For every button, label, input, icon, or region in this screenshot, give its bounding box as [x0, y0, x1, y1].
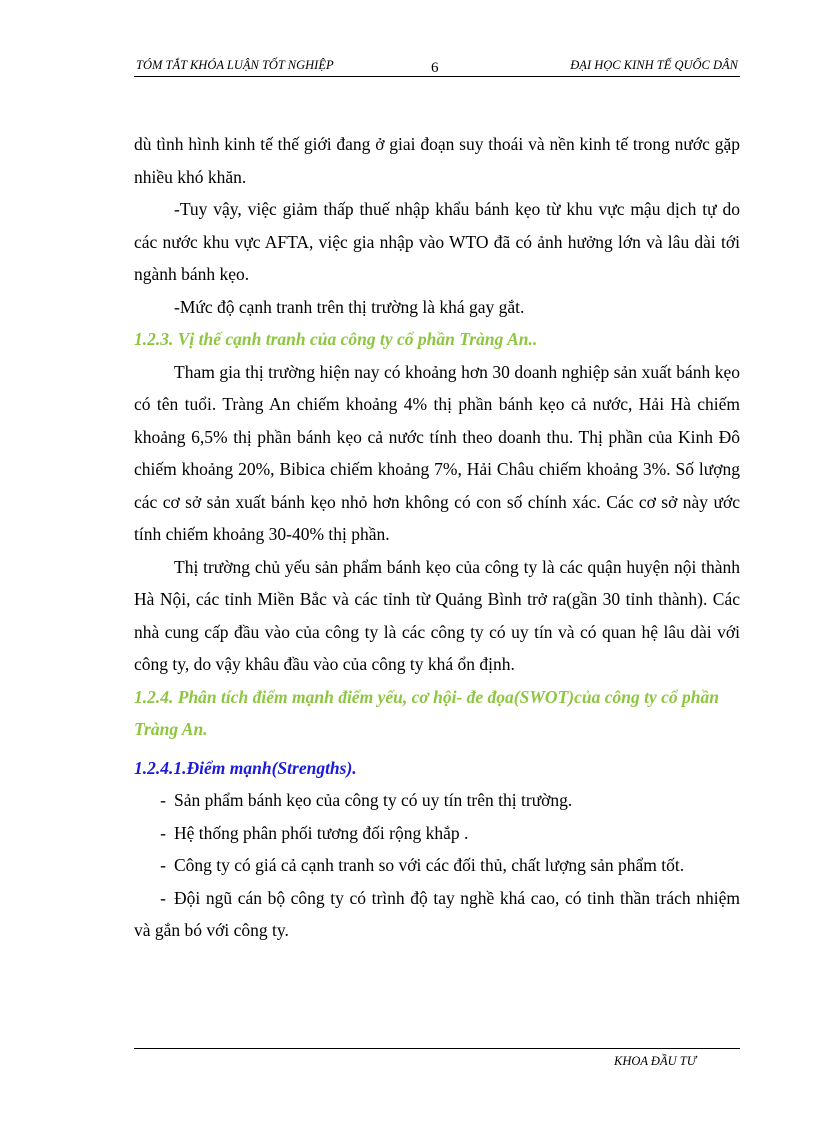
paragraph-competition: -Mức độ cạnh tranh trên thị trường là khá gay gắt. [174, 296, 525, 317]
footer-text: KHOA ĐẦU TƯ [614, 1054, 697, 1068]
list-item: - Sản phẩm bánh kẹo của công ty có uy tín trên thị trường. [134, 784, 740, 817]
section-heading-1-2-3: 1.2.3. Vị thế cạnh tranh của công ty cổ phần Tràng An.. [134, 329, 538, 349]
bullet-dash: - [160, 790, 166, 810]
paragraph-market-share: Tham gia thị trường hiện nay có khoảng hơn 30 doanh nghiệp sản xuất bánh kẹo có tên tuổi. Tràng An chiếm khoảng 4% thị phần bánh kẹo cả nước, Hải Hà chiếm khoảng 6,5% thị phần bánh kẹo cả nước tính theo doanh thu. Thị phần của Kinh Đô chiếm khoảng 20%, Bibica chiếm khoảng 7%, Hải Châu chiếm khoảng 3%. Số lượng các cơ sở sản xuất bánh kẹo nhỏ hơn không có con số chính xác. Các cơ sở này ước tính chiếm khoảng 30-40% thị phần. [134, 361, 740, 544]
page-body [134, 128, 740, 947]
header-right-title: ĐẠI HỌC KINH TẾ QUỐC DÂN [570, 58, 738, 72]
list-item: - Công ty có giá cả cạnh tranh so với các đối thủ, chất lượng sản phẩm tốt. [134, 849, 740, 882]
list-item: - Hệ thống phân phối tương đối rộng khắp . [134, 817, 740, 850]
section-heading-1-2-4: 1.2.4. Phân tích điểm mạnh điểm yếu, cơ hội- đe đọa(SWOT)của công ty cổ phần Tràng An. [134, 686, 719, 739]
paragraph-market: Thị trường chủ yếu sản phẩm bánh kẹo của công ty là các quận huyện nội thành Hà Nội, các tỉnh Miền Bắc và các tỉnh từ Quảng Bình trở ra(gần 30 tỉnh thành). Các nhà cung cấp đầu vào của công ty là các công ty có uy tín và có quan hệ lâu dài với công ty, do vậy khâu đầu vào của công ty khá ổn định. [134, 556, 740, 674]
bullet-dash: - [160, 855, 166, 875]
page-number: 6 [431, 60, 439, 76]
page-header [134, 52, 740, 77]
paragraph-continuation: dù tình hình kinh tế thế giới đang ở giai đoạn suy thoái và nền kinh tế trong nước gặp nhiều khó khăn. [134, 134, 740, 187]
bullet-dash: - [160, 887, 166, 908]
header-left-title: TÓM TẮT KHÓA LUẬN TỐT NGHIỆP [136, 58, 334, 72]
section-heading-1-2-4-1: 1.2.4.1.Điểm mạnh(Strengths). [134, 757, 357, 778]
paragraph-tax: -Tuy vậy, việc giảm thấp thuế nhập khẩu bánh kẹo từ khu vực mậu dịch tự do các nước khu vực AFTA, việc gia nhập vào WTO đã có ảnh hưởng lớn và lâu dài tới ngành bánh kẹo. [134, 199, 740, 284]
page-footer [134, 1048, 740, 1068]
bullet-dash: - [160, 822, 166, 843]
list-item: - Đội ngũ cán bộ công ty có trình độ tay nghề khá cao, có tinh thần trách nhiệm và gắn bó với công ty. [134, 882, 740, 947]
